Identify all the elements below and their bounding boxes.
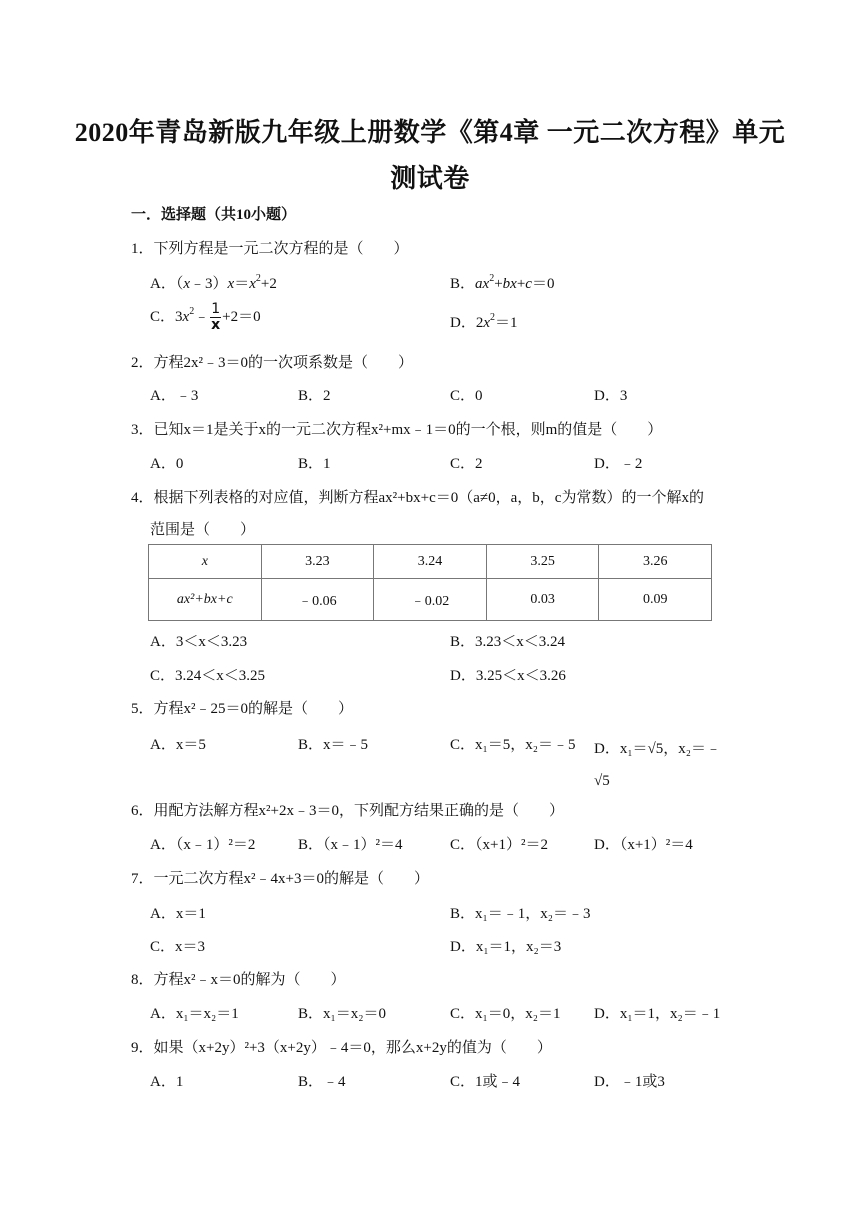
question-1-option-a: A．$(x﹣3)x=x^2+2$ [150, 273, 277, 292]
question-2-stem: 2．方程2x²﹣3＝0的一次项系数是（ ） [131, 355, 413, 371]
question-8-option-d: D．x₁＝1，x₂＝﹣1 [594, 1006, 721, 1022]
table-cell: 0.03 [486, 579, 599, 621]
title-line-1: 2020年青岛新版九年级上册数学《第4章 一元二次方程》单元 [74, 118, 786, 147]
section-heading: 一．选择题（共10小题） [131, 207, 297, 223]
question-1-option-b: B．$ax^2+bx+c=0$ [450, 273, 555, 292]
question-1-option-d: D．$2x^2=1$ [450, 312, 518, 331]
question-6-option-a: A．（x﹣1）²＝2 [150, 837, 256, 853]
value-table [148, 544, 712, 621]
question-2-option-b: B．2 [298, 388, 331, 404]
question-2-option-a: A．﹣3 [150, 388, 199, 404]
question-9-option-c: C．1或﹣4 [450, 1074, 521, 1090]
question-3-option-d: D．﹣2 [594, 456, 643, 472]
fraction-one-over-x: $\frac{1}{x}$ [211, 301, 221, 333]
table-cell: ﹣0.06 [261, 579, 374, 621]
question-8-stem: 8．方程x²﹣x＝0的解为（ ） [131, 972, 346, 988]
table-row [149, 579, 712, 621]
question-4-option-c: C．3.24＜x＜3.25 [150, 668, 266, 684]
question-2-option-d: D．3 [594, 388, 628, 404]
question-3-option-b: B．1 [298, 456, 331, 472]
question-6-option-c: C．（x+1）²＝2 [450, 837, 548, 853]
question-7-option-c: C．x＝3 [150, 939, 206, 955]
table-cell: 3.26 [599, 545, 712, 579]
question-6-option-b: B．（x﹣1）²＝4 [298, 837, 403, 853]
question-4-option-a: A．3＜x＜3.23 [150, 634, 248, 650]
question-5-option-b: B．x＝﹣5 [298, 737, 369, 753]
question-2-option-c: C．0 [450, 388, 483, 404]
question-5-option-a: A．x＝5 [150, 737, 206, 753]
question-4-stem-line-2: 范围是（ ） [150, 522, 256, 538]
table-row [149, 545, 712, 579]
question-8-option-c: C．x₁＝0，x₂＝1 [450, 1006, 561, 1022]
question-8-option-a: A．x₁＝x₂＝1 [150, 1006, 239, 1022]
table-cell: 0.09 [599, 579, 712, 621]
question-8-option-b: B．x₁＝x₂＝0 [298, 1006, 386, 1022]
question-7-option-a: A．x＝1 [150, 906, 206, 922]
question-4-stem-line-1: 4．根据下列表格的对应值，判断方程ax²+bx+c＝0（a≠0，a，b，c为常数）的一个解x的 [131, 490, 704, 506]
question-6-option-d: D．（x+1）²＝4 [594, 837, 693, 853]
question-3-stem: 3．已知x＝1是关于x的一元二次方程x²+mx﹣1＝0的一个根，则m的值是（ ） [131, 422, 663, 438]
question-1-option-c: C．$3x^2﹣$ $\frac{1}{x}$ +2＝0 [150, 301, 261, 333]
question-5-option-c: C．x₁＝5，x₂＝﹣5 [450, 737, 576, 753]
question-5-stem: 5．方程x²﹣25＝0的解是（ ） [131, 701, 353, 717]
question-3-option-c: C．2 [450, 456, 483, 472]
question-7-option-d: D．x₁＝1，x₂＝3 [450, 939, 562, 955]
question-4-option-d: D．3.25＜x＜3.26 [450, 668, 566, 684]
question-9-option-b: B．﹣4 [298, 1074, 346, 1090]
table-cell: 3.24 [374, 545, 487, 579]
question-1-stem: 1．下列方程是一元二次方程的是（ ） [131, 241, 409, 257]
question-7-stem: 7．一元二次方程x²﹣4x+3＝0的解是（ ） [131, 871, 429, 887]
table-cell: x [149, 545, 262, 579]
question-4-option-b: B．3.23＜x＜3.24 [450, 634, 566, 650]
table-cell: ﹣0.02 [374, 579, 487, 621]
question-3-option-a: A．0 [150, 456, 184, 472]
question-7-option-b: B．x₁＝﹣1，x₂＝﹣3 [450, 906, 591, 922]
title-line-2: 测试卷 [390, 164, 470, 193]
table-cell: 3.23 [261, 545, 374, 579]
question-6-stem: 6．用配方法解方程x²+2x﹣3＝0，下列配方结果正确的是（ ） [131, 803, 564, 819]
table-cell: ax²+bx+c [149, 579, 262, 621]
question-9-option-d: D．﹣1或3 [594, 1074, 665, 1090]
table-cell: 3.25 [486, 545, 599, 579]
question-9-option-a: A．1 [150, 1074, 184, 1090]
question-5-option-d: D．x₁＝√5，x₂＝﹣√5 [594, 741, 722, 789]
question-9-stem: 9．如果（x+2y）²+3（x+2y）﹣4＝0，那么x+2y的值为（ ） [131, 1040, 552, 1056]
